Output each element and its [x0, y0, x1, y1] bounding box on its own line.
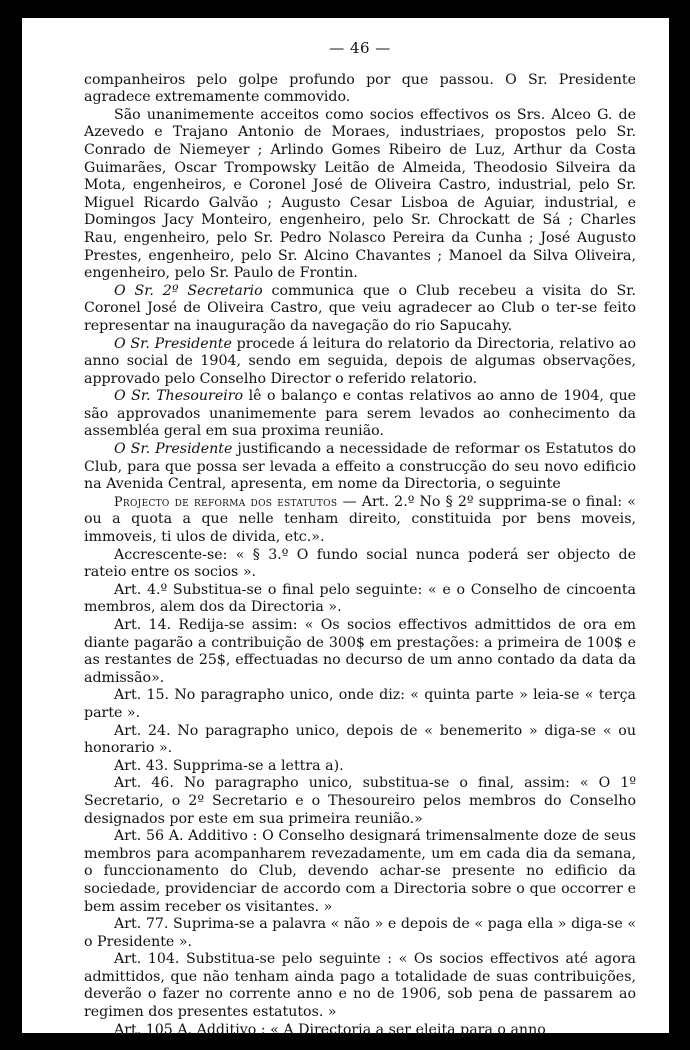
paragraph-article: Art. 104. Substitua-se pelo seguinte : « Os socios effectivos até agora admittidos, que não tenham ainda pago a totalidade de suas contribuições, deverão o fazer no corrente anno e no de 1906, sob pena de passarem ao regimen dos presentes estatutos. » [84, 951, 636, 1021]
paragraph-reform-project [84, 494, 636, 547]
paragraph-continuation: companheiros pelo golpe profundo por que passou. O Sr. Presidente agradece extremamente commovido. [84, 71, 636, 106]
paragraph-article: Art. 43. Supprima-se a lettra a). [114, 757, 344, 774]
paragraph-article: Accrescente-se: « § 3.º O fundo social nunca poderá ser objecto de rateio entre os socios ». [84, 546, 636, 581]
paragraph-article: Art. 4.º Substitua-se o final pelo seguinte: « e o Conselho de cincoenta membros, alem dos da Directoria ». [84, 581, 636, 616]
document-page [84, 40, 636, 1039]
paragraph-text: communica que o Club recebeu a visita do Sr. Coronel José de Oliveira Castro, que veiu agradecer ao Club o ter-se feito representar na inauguração da navegação do rio Sapucahy. [84, 282, 636, 334]
page-number: — 46 — [329, 39, 391, 57]
paragraph-treasurer [84, 388, 636, 441]
speaker-label: O Sr. 2º Secretario [114, 282, 263, 299]
paragraph-new-members: São unanimemente acceitos como socios effectivos os Srs. Alceo G. de Azevedo e Trajano Antonio de Moraes, industriaes, propostos pelo Sr. Conrado de Niemeyer ; Arlindo Gomes Ribeiro de Luz, Arthur da Costa Guimarães, Oscar Trompowsky Leitão de Almeida, Theodosio Silveira da Mota, engenheiros, e Coronel José de Oliveira Castro, industrial, pelo Sr. Miguel Ricardo Galvão ; Augusto Cesar Lisboa de Aguiar, industrial, e Domingos Jacy Monteiro, engenheiro, pelo Sr. Chrockatt de Sá ; Charles Rau, engenheiro, pelo Sr. Pedro Nolasco Pereira da Cunha ; José Augusto Prestes, engenheiro, pelo Sr. Alcino Chavantes ; Manoel da Silva Oliveira, engenheiro, pelo Sr. Paulo de Frontin. [84, 106, 636, 282]
paragraph-article: Art. 14. Redija-se assim: « Os socios effectivos admittidos de ora em diante pagarão a contribuição de 300$ em prestações: a primeira de 100$ e as restantes de 25$, effectuadas no decurso de um anno contado da data da admissão». [84, 617, 636, 686]
paragraph-article: Art. 105 A. Additivo : « A Directoria a ser eleita para o anno [114, 1021, 546, 1038]
paragraph-text: lê o balanço e contas relativos ao anno de 1904, que são approvados unanimemente para serem levados ao conhecimento da assembléa geral em sua proxima reunião. [84, 388, 636, 440]
paragraph-article: Art. 56 A. Additivo : O Conselho designará trimensalmente doze de seus membros para acompanharem revezadamente, um em cada dia da semana, o funccionamento do Club, devendo achar-se presente no edificio da sociedade, providenciar de accordo com a Directoria sobre o que occorrer e bem assim receber os visitantes. » [84, 828, 636, 915]
paragraph-text: procede á leitura do relatorio da Directoria, relativo ao anno social de 1904, sendo em seguida, depois de algumas observações, approvado pelo Conselho Director o referido relatorio. [84, 335, 636, 387]
page-frame [22, 18, 669, 1038]
paragraph-article: Art. 15. No paragrapho unico, onde diz: « quinta parte » leia-se « terça parte ». [84, 687, 636, 721]
speaker-label: O Sr. Thesoureiro [114, 388, 244, 405]
speaker-label: O Sr. Presidente [114, 441, 233, 458]
section-heading: Projecto de reforma dos estatutos [114, 494, 338, 510]
paragraph-president-reform [84, 441, 636, 494]
paragraph-president-report [84, 336, 636, 389]
paragraph-article: Art. 77. Suprima-se a palavra « não » e depois de « paga ella » diga-se « o Presidente ». [84, 916, 636, 950]
speaker-label: O Sr. Presidente [114, 335, 232, 352]
paragraph-secretary [84, 283, 636, 336]
paragraph-text: — Art. 2.º No § 2º supprima-se o final: « ou a quota a que nelle tenham direito, constituida por bens moveis, immoveis, ti ulos de divida, etc.». [84, 493, 636, 546]
paragraph-text: justificando a necessidade de reformar os Estatutos do Club, para que possa ser levada a effeito a construcção do seu novo edificio na Avenida Central, apresenta, em nome da Directoria, o seguinte [84, 441, 637, 493]
paragraph-article: Art. 24. No paragrapho unico, depois de « benemerito » diga-se « ou honorario ». [84, 722, 636, 757]
paragraph-article: Art. 46. No paragrapho unico, substitua-se o final, assim: « O 1º Secretario, o 2º Secretario e o Thesoureiro pelos membros do Conselho designados por este em sua primeira reunião.» [84, 775, 636, 827]
